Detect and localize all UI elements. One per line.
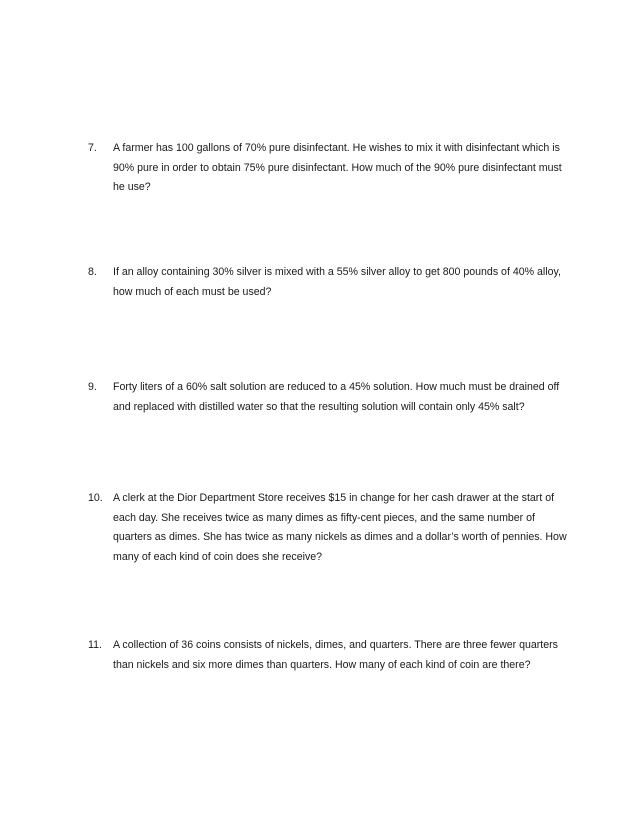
problem-11 xyxy=(88,636,568,675)
problem-text: A clerk at the Dior Department Store receives $15 in change for her cash drawer at the start of each day. She receives twice as many dimes as fifty-cent pieces, and the same number of quarters as dimes. She has twice as many nickels as dimes and a dollar’s worth of pennies. How many of each kind of coin does she receive? xyxy=(113,492,567,563)
problem-number: 9. xyxy=(88,381,97,393)
problem-8 xyxy=(88,263,568,302)
problem-text: If an alloy containing 30% silver is mixed with a 55% silver alloy to get 800 pounds of 40% alloy, how much of each must be used? xyxy=(113,266,561,298)
problem-text: A farmer has 100 gallons of 70% pure disinfectant. He wishes to mix it with disinfectant which is 90% pure in order to obtain 75% pure disinfectant. How much of the 90% pure disinfectant must he use? xyxy=(113,142,562,194)
problem-9 xyxy=(88,378,568,417)
problem-number: 8. xyxy=(88,266,97,278)
problem-number: 7. xyxy=(88,142,97,154)
problem-number: 10. xyxy=(88,492,103,504)
problem-7 xyxy=(88,139,568,198)
problem-text: Forty liters of a 60% salt solution are reduced to a 45% solution. How much must be drained off and replaced with distilled water so that the resulting solution will contain only 45% salt? xyxy=(113,381,560,413)
problem-text: A collection of 36 coins consists of nickels, dimes, and quarters. There are three fewer quarters than nickels and six more dimes than quarters. How many of each kind of coin are there? xyxy=(113,639,558,671)
problem-10 xyxy=(88,489,568,567)
problem-number: 11. xyxy=(88,639,102,651)
